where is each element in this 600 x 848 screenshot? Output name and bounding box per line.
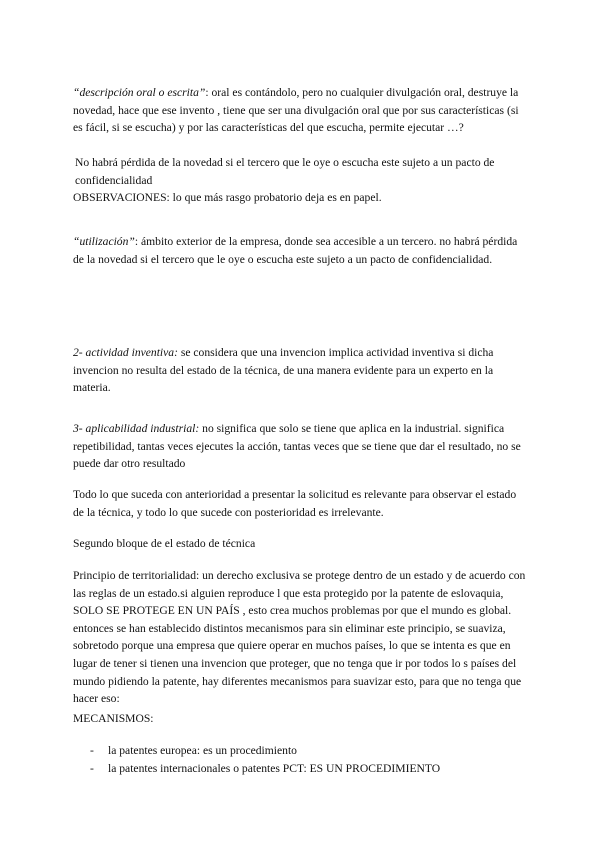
paragraph-utilizacion [73,233,528,268]
utilizacion-text: : ámbito exterior de la empresa, donde sea accesible a un tercero. no habrá pérdida de la novedad si el tercero que le oye o escucha este sujeto a un pacto de confidencialidad. [73,235,518,266]
term-descripcion-oral: “descripción oral o escrita” [73,86,206,99]
paragraph-territorialidad: Principio de territorialidad: un derecho exclusiva se protege dentro de un estado y de acuerdo con las reglas de un estado.si alguien reproduce l que esta protegido por la patente de eslovaquia, SOLO SE PROTEGE EN UN PAÍS , esto crea muchos problemas por que el mundo es global. entonces se han establecido distintos mecanismos para sin eliminar este principio, se suaviza, sobretodo porque una empresa que quiere operar en muchos países, lo que se intenta es que en lugar de tener si tienen una invencion que proteger, que no tenga que ir por todos lo s países del mundo pidiendo la patente, hay diferentes mecanismos para suavizar esto, para que no tenga que hacer eso: [73,569,526,706]
paragraph-observaciones: OBSERVACIONES: lo que más rasgo probatorio deja es en papel. [73,191,382,204]
list-item [90,760,530,778]
paragraph-mecanismos-heading: MECANISMOS: [73,712,154,725]
term-utilizacion: “utilización” [73,235,135,248]
aplicabilidad-industrial-text: no significa que solo se tiene que aplica en la industrial. significa repetibilidad, tantas veces ejecutes la acción, tantas veces que se tiene que dar el resultado, no se puede dar otro resultado [73,422,521,471]
list-item-text: la patentes internacionales o patentes PCT: ES UN PROCEDIMIENTO [108,762,441,775]
paragraph-actividad-inventiva [73,344,528,397]
mecanismos-list [90,742,530,778]
term-aplicabilidad-industrial: 3- aplicabilidad industrial: [73,422,200,435]
paragraph-aplicabilidad-industrial [73,420,528,473]
descripcion-oral-text: : oral es contándolo, pero no cualquier divulgación oral, destruye la novedad, hace que ese invento , tiene que ser una divulgación oral que por sus características (si es fácil, si se escucha) y por las características del que escucha, permite ejecutar …? [73,86,519,135]
dash-bullet: - [90,762,94,775]
paragraph-descripcion-oral [73,84,528,137]
actividad-inventiva-text: se considera que una invencion implica actividad inventiva si dicha invencion no resulta del estado de la técnica, de una manera evidente para un experto en la materia. [73,346,494,395]
list-item-text: la patentes europea: es un procedimiento [108,744,297,757]
term-actividad-inventiva: 2- actividad inventiva: [73,346,178,359]
paragraph-segundo-bloque: Segundo bloque de el estado de técnica [73,537,256,550]
paragraph-confidencialidad-note: No habrá pérdida de la novedad si el tercero que le oye o escucha este sujeto a un pacto de confidencialidad [75,156,495,187]
list-item [90,742,530,760]
paragraph-anterioridad: Todo lo que suceda con anterioridad a presentar la solicitud es relevante para observar el estado de la técnica, y todo lo que sucede con posterioridad es irrelevante. [73,488,517,519]
dash-bullet: - [90,744,94,757]
